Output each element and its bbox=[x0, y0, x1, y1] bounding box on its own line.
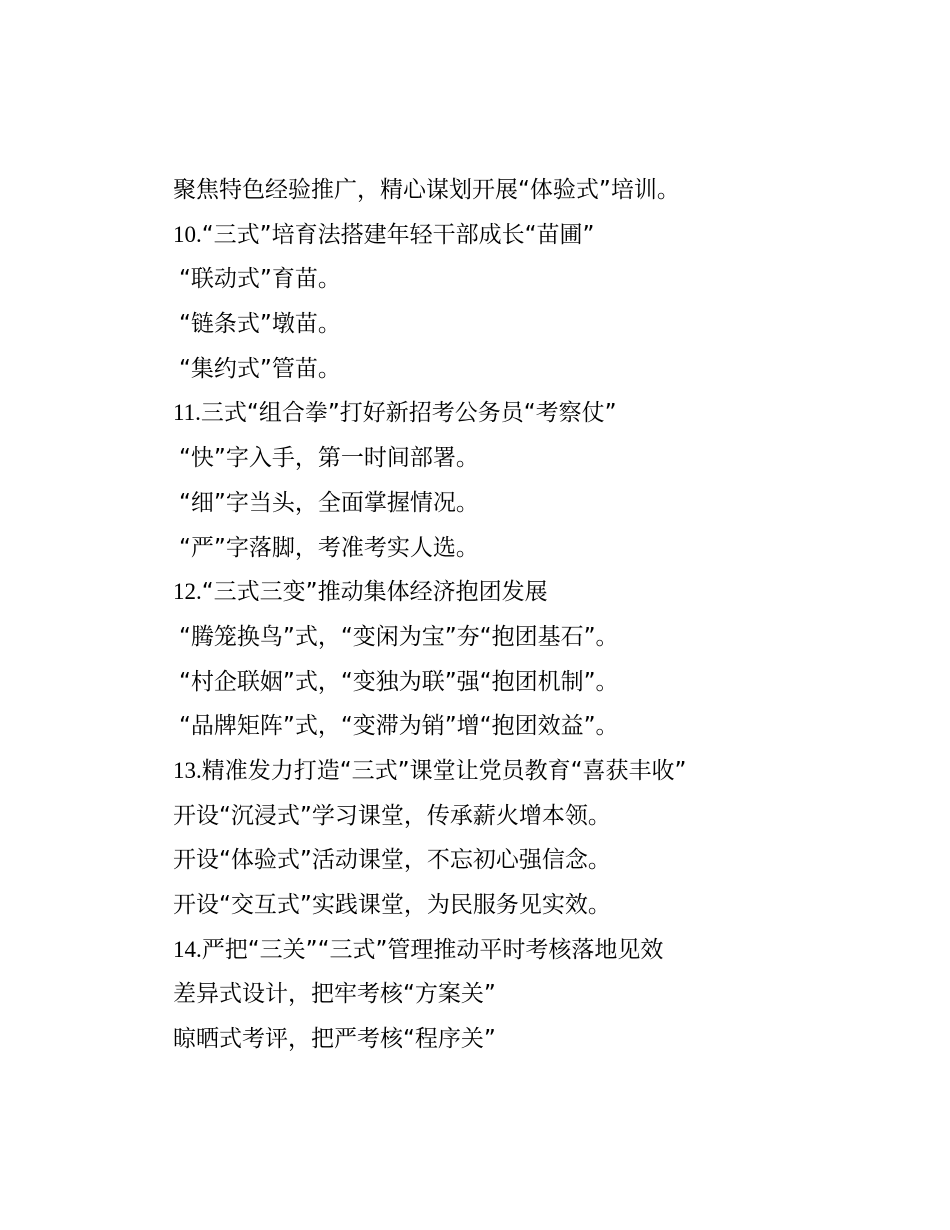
section-number: 10. bbox=[173, 221, 202, 247]
list-item bbox=[173, 615, 813, 660]
line-text: “村企联姻”式，“变独为联”强“抱团机制”。 bbox=[179, 668, 619, 695]
list-item bbox=[173, 302, 813, 347]
line-text: “严”字落脚，考准考实人选。 bbox=[179, 534, 479, 561]
line-text: “细”字当头，全面掌握情况。 bbox=[179, 489, 479, 516]
section-number: 11. bbox=[173, 400, 201, 426]
section-number: 14. bbox=[173, 936, 202, 962]
list-item bbox=[173, 794, 813, 839]
section-heading bbox=[173, 749, 813, 794]
section-title: “三式”培育法搭建年轻干部成长“苗圃” bbox=[201, 221, 595, 248]
section-number: 12. bbox=[173, 579, 202, 605]
line-text: “腾笼换鸟”式，“变闲为宝”夯“抱团基石”。 bbox=[179, 623, 619, 650]
section-title: 严把“三关”“三式”管理推动平时考核落地见效 bbox=[201, 936, 664, 963]
list-item bbox=[173, 883, 813, 928]
list-item bbox=[173, 347, 813, 392]
line-text: “链条式”墩苗。 bbox=[179, 311, 341, 338]
line-text: “快”字入手，第一时间部署。 bbox=[179, 445, 479, 472]
list-item bbox=[173, 704, 813, 749]
list-item bbox=[173, 526, 813, 571]
line-text: “品牌矩阵”式，“变滞为销”增“抱团效益”。 bbox=[179, 713, 619, 740]
line-text: 开设“体验式”活动课堂，不忘初心强信念。 bbox=[173, 847, 611, 874]
section-heading bbox=[173, 391, 813, 436]
section-heading bbox=[173, 213, 813, 258]
list-item bbox=[173, 481, 813, 526]
line-text: “集约式”管苗。 bbox=[179, 355, 341, 382]
list-item bbox=[173, 257, 813, 302]
section-heading bbox=[173, 928, 813, 973]
list-item bbox=[173, 838, 813, 883]
list-item bbox=[173, 660, 813, 705]
section-number: 13. bbox=[173, 757, 202, 783]
list-item bbox=[173, 972, 813, 1017]
line-text: 开设“交互式”实践课堂，为民服务见实效。 bbox=[173, 892, 611, 918]
document-body bbox=[173, 168, 813, 1062]
section-title: 三式“组合拳”打好新招考公务员“考察仗” bbox=[200, 400, 617, 427]
section-title: 精准发力打造“三式”课堂让党员教育“喜获丰收” bbox=[201, 757, 687, 784]
section-heading bbox=[173, 570, 813, 615]
line-text: “联动式”育苗。 bbox=[179, 266, 341, 293]
line-text: 差异式设计，把牢考核“方案关” bbox=[173, 981, 496, 1008]
line-text: 聚焦特色经验推广，精心谋划开展“体验式”培训。 bbox=[173, 177, 680, 203]
line-text: 晾晒式考评，把严考核“程序关” bbox=[173, 1026, 496, 1053]
list-item bbox=[173, 1017, 813, 1062]
section-title: “三式三变”推动集体经济抱团发展 bbox=[201, 579, 548, 606]
list-item bbox=[173, 436, 813, 481]
paragraph-line bbox=[173, 168, 813, 213]
line-text: 开设“沉浸式”学习课堂，传承薪火增本领。 bbox=[173, 802, 611, 829]
